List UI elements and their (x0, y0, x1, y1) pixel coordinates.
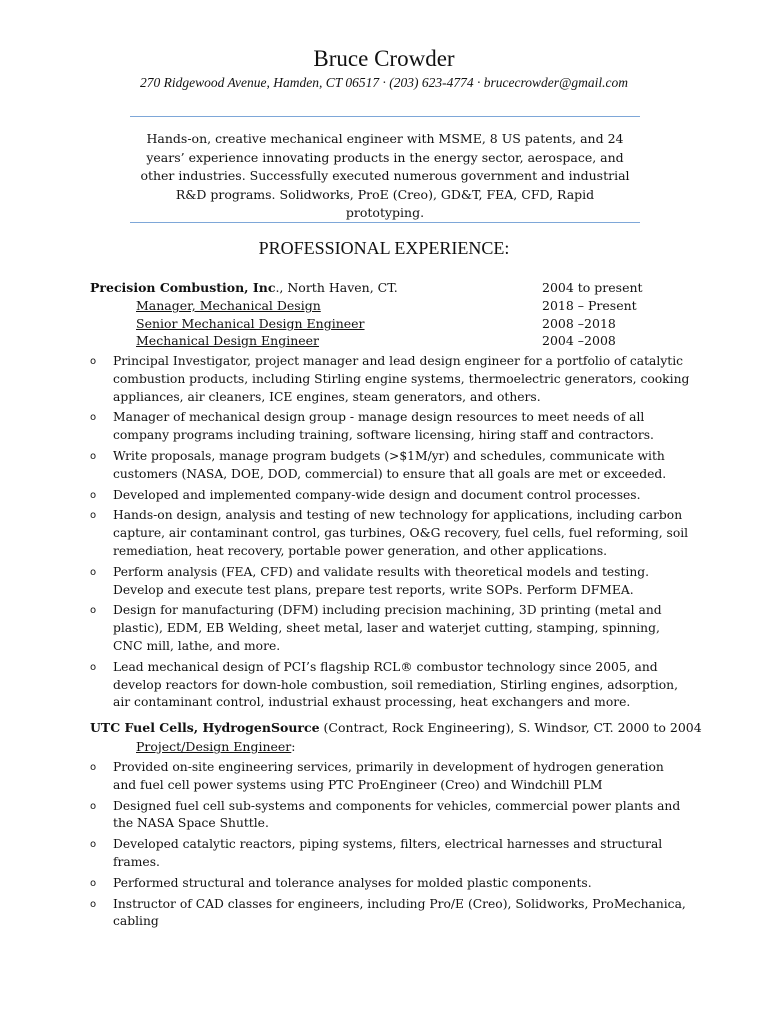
list-item: o Developed catalytic reactors, piping systems, filters, electrical harnesses and structural frames. (90, 837, 663, 869)
job-company (90, 280, 398, 295)
bullet-mark: o (90, 661, 97, 673)
divider-bottom (130, 222, 640, 223)
list-item: o Performed structural and tolerance analyses for molded plastic components. (90, 875, 690, 893)
bullet-mark: o (90, 800, 97, 812)
role-period: 2008 –2018 (542, 316, 616, 331)
job-bullets (90, 759, 690, 934)
bullet-mark: o (90, 566, 97, 578)
company-location: ., North Haven, CT. (275, 280, 398, 295)
section-title: PROFESSIONAL EXPERIENCE: (258, 238, 510, 258)
summary-paragraph: Hands-on, creative mechanical engineer with MSME, 8 US patents, and 24 years’ experience innovating products in the energy sector, aerospace, and other industries. Successfully executed numerous government and industrial R&D programs. Solidworks, ProE (Creo), GD&T, FEA, CFD, Rapid prototyping. (140, 131, 630, 220)
role-title: Manager, Mechanical Design (136, 298, 321, 313)
list-item: o Developed and implemented company-wide design and document control processes. (90, 487, 690, 505)
bullet-mark: o (90, 605, 97, 617)
role-period: 2018 – Present (542, 298, 637, 313)
list-item: o Instructor of CAD classes for engineers, including Pro/E (Creo), Solidworks, ProMechanica, cabling (90, 896, 686, 929)
bullet-mark: o (90, 839, 97, 851)
company-location: (Contract, Rock Engineering), S. Windsor, CT. 2000 to 2004 (319, 720, 702, 735)
role-title: Senior Mechanical Design Engineer (136, 316, 365, 331)
job-company (90, 720, 702, 735)
job-bullets (90, 353, 690, 715)
bullet-mark: o (90, 450, 97, 462)
bullet-mark: o (90, 877, 97, 889)
list-item: o Perform analysis (FEA, CFD) and validate results with theoretical models and testing. Develop and execute test plans, prepare test reports, write SOPs. Perform DFMEA. (90, 564, 650, 597)
divider-top (130, 116, 640, 117)
company-name: UTC Fuel Cells, HydrogenSource (90, 720, 320, 735)
bullet-mark: o (90, 510, 97, 522)
bullet-mark: o (90, 898, 97, 910)
candidate-name: Bruce Crowder (313, 46, 455, 71)
company-name: Precision Combustion, Inc (90, 280, 276, 295)
role-suffix: : (291, 739, 296, 754)
list-item: o Manager of mechanical design group - manage design resources to meet needs of all company programs including training, software licensing, hiring staff and contractors. (90, 410, 654, 443)
role-title: Mechanical Design Engineer (136, 333, 320, 348)
list-item: o Write proposals, manage program budgets (>$1M/yr) and schedules, communicate with customers (NASA, DOE, DOD, commercial) to ensure that all goals are met or exceeded. (90, 448, 667, 481)
role-title: Project/Design Engineer (136, 739, 292, 754)
bullet-mark: o (90, 762, 97, 773)
job-period: 2004 to present (542, 280, 643, 295)
role-period: 2004 –2008 (542, 333, 616, 348)
bullet-mark: o (90, 412, 97, 424)
contact-line: 270 Ridgewood Avenue, Hamden, CT 06517 · (203) 623-4774 · brucecrowder@gmail.com (140, 75, 628, 90)
list-item: o Lead mechanical design of PCI’s flagship RCL® combustor technology since 2005, and develop reactors for down-hole combustion, soil remediation, Stirling engines, adsorption, air contaminant control, industrial exhaust processing, heat exchangers and more. (90, 659, 679, 710)
bullet-mark: o (90, 356, 97, 367)
list-item: o Provided on-site engineering services, primarily in development of hydrogen generation and fuel cell power systems using PTC ProEngineer (Creo) and Windchill PLM (90, 760, 664, 792)
list-item: o Principal Investigator, project manager and lead design engineer for a portfolio of catalytic combustion products, including Stirling engine systems, thermoelectric generators, cooking appliances, air cleaners, ICE engines, steam generators, and others. (90, 354, 690, 404)
list-item: o Hands-on design, analysis and testing of new technology for applications, including carbon capture, air contaminant control, gas turbines, O&G recovery, fuel cells, fuel reforming, soil remediation, heat recovery, portable power generation, and other applications. (90, 508, 689, 558)
list-item: o Designed fuel cell sub-systems and components for vehicles, commercial power plants and the NASA Space Shuttle. (90, 798, 681, 831)
list-item: o Design for manufacturing (DFM) including precision machining, 3D printing (metal and plastic), EDM, EB Welding, sheet metal, laser and waterjet cutting, stamping, spinning, CNC mill, lathe, and more. (90, 603, 662, 653)
role-title-wrap (136, 739, 296, 754)
bullet-mark: o (90, 489, 97, 501)
